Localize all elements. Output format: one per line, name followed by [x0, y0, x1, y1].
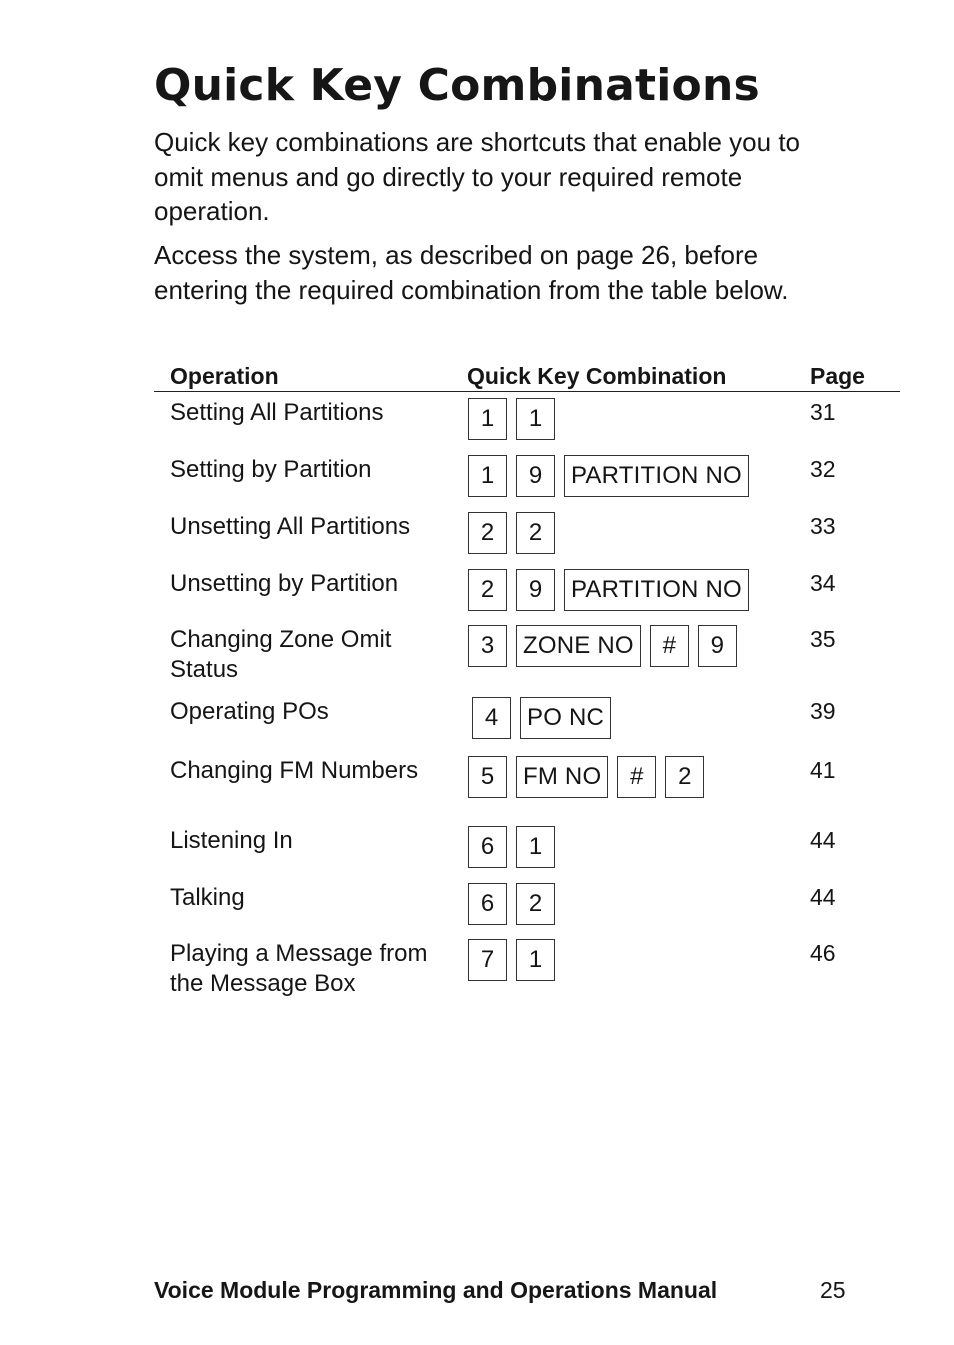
page-reference: 44 [810, 884, 836, 910]
key-box: 2 [468, 512, 507, 554]
key-box: 1 [468, 398, 507, 440]
key-box: 2 [516, 883, 555, 925]
key-box: # [617, 756, 656, 798]
key-box: 3 [468, 625, 507, 667]
page-title: Quick Key Combinations [154, 60, 760, 111]
key-combination [468, 625, 737, 667]
operation-label: Changing FM Numbers [170, 757, 419, 784]
key-box: 6 [468, 883, 507, 925]
operation-label: Unsetting by Partition [170, 570, 399, 597]
key-combination [468, 939, 555, 981]
key-combination [468, 455, 749, 497]
column-header-page: Page [810, 363, 865, 389]
key-box: PARTITION NO [564, 569, 749, 611]
operation-label: Listening In [170, 827, 293, 854]
key-box: 6 [468, 826, 507, 868]
key-box: # [650, 625, 689, 667]
operation-label: Operating POs [170, 698, 329, 725]
key-box: 1 [468, 455, 507, 497]
key-box: 9 [516, 569, 555, 611]
operation-label: Talking [170, 884, 245, 911]
key-box: PARTITION NO [564, 455, 749, 497]
intro-paragraph: Quick key combinations are shortcuts that enable you to omit menus and go directly to your required remote operation. [154, 127, 801, 226]
column-header-combination: Quick Key Combination [467, 363, 727, 389]
page-reference: 35 [810, 626, 836, 652]
key-box: 1 [516, 939, 555, 981]
key-box: 2 [665, 756, 704, 798]
operation-label: Playing a Message from the Message Box [170, 940, 428, 997]
page-reference: 39 [810, 698, 836, 724]
key-box: FM NO [516, 756, 608, 798]
key-box: ZONE NO [516, 625, 641, 667]
key-box: 1 [516, 826, 555, 868]
operation-label: Setting All Partitions [170, 399, 384, 426]
table-header [154, 360, 900, 392]
operation-label: Unsetting All Partitions [170, 513, 411, 540]
access-paragraph: Access the system, as described on page 26, before entering the required combination from the table below. [154, 240, 789, 305]
page-reference: 46 [810, 940, 836, 966]
key-combination [468, 883, 555, 925]
key-box: 2 [516, 512, 555, 554]
key-combination [468, 569, 749, 611]
page-reference: 41 [810, 757, 836, 783]
column-header-operation: Operation [170, 363, 279, 389]
key-box: 5 [468, 756, 507, 798]
key-box: 4 [472, 697, 511, 739]
key-box: 1 [516, 398, 555, 440]
footer-manual-title: Voice Module Programming and Operations Manual [154, 1277, 718, 1303]
key-combination [472, 697, 611, 739]
page-reference: 31 [810, 399, 836, 425]
page-reference: 44 [810, 827, 836, 853]
key-box: PO NC [520, 697, 611, 739]
key-combination [468, 398, 555, 440]
key-box: 7 [468, 939, 507, 981]
operation-label: Changing Zone Omit Status [170, 626, 392, 683]
page-number: 25 [820, 1277, 846, 1303]
key-box: 2 [468, 569, 507, 611]
page-reference: 34 [810, 570, 836, 596]
key-combination [468, 512, 555, 554]
operation-label: Setting by Partition [170, 456, 372, 483]
key-box: 9 [698, 625, 737, 667]
page-reference: 33 [810, 513, 836, 539]
key-box: 9 [516, 455, 555, 497]
key-combination [468, 756, 704, 798]
page-reference: 32 [810, 456, 836, 482]
key-combination [468, 826, 555, 868]
